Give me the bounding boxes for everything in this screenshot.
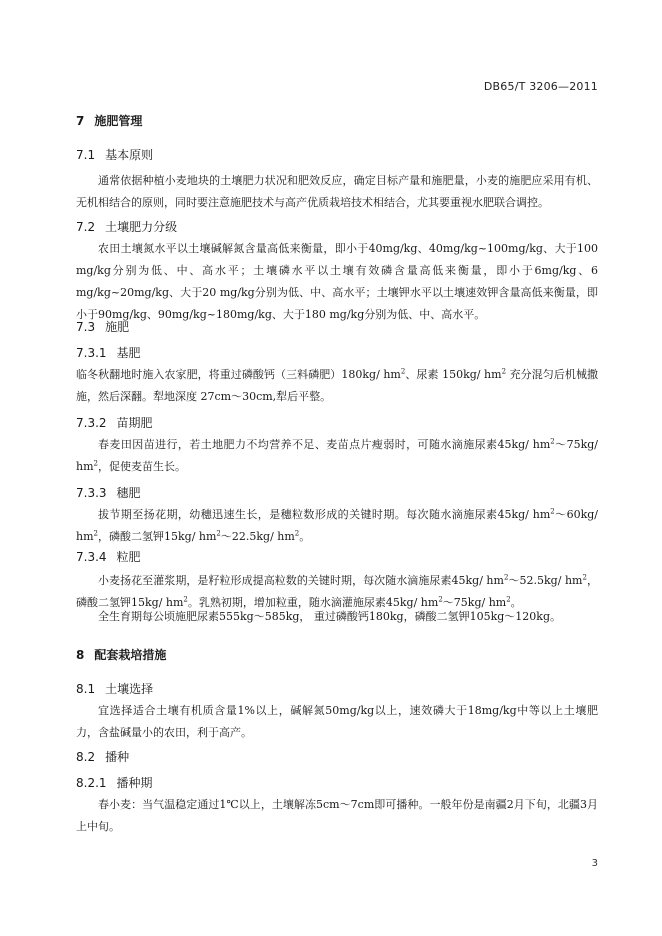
superscript: 2 [582,573,587,582]
section-number: 7.3.4 [76,550,107,564]
heading-section-8-1 [76,680,596,697]
section-title: 播种期 [116,776,153,790]
heading-section-7-3 [76,318,596,335]
section-number: 7.2 [76,220,96,234]
text-run: ～75kg/ hm [76,438,598,473]
superscript: 2 [501,367,507,376]
section-number: 7.1 [76,148,96,162]
text-run: 充分混匀后机械撒施，然后深翻。犁地深度 27cm～30cm,犁后平整。 [76,368,598,403]
text-run: ，磷酸二氢钾15kg/ hm [97,530,217,543]
text-run: 拔节期至扬花期，幼穗迅速生长，是穗粒数形成的关键时期。每次随水滴施尿素45kg/ hm [98,508,551,521]
page-number: 3 [591,858,598,869]
section-title: 基肥 [116,346,141,360]
superscript: 2 [400,367,406,376]
section-title: 播种 [105,750,130,764]
paragraph-7-1: 通常依据种植小麦地块的土壤肥力状况和肥效反应，确定目标产量和施肥量，小麦的施肥应采用有机、无机相结合的原则，同时要注意施肥技术与高产优质栽培技术相结合，尤其要重视水肥联合调控。 [76,174,598,209]
section-title: 施肥管理 [94,114,143,128]
section-number: 7.3 [76,320,96,334]
section-number: 7.3.3 [76,486,107,500]
section-number: 7.3.1 [76,346,107,360]
heading-section-7-1 [76,146,596,163]
superscript: 2 [93,529,98,538]
heading-section-7 [76,112,596,129]
text-run: ～75kg/ hm [442,596,507,609]
standard-code: DB65/T 3206—2011 [483,80,598,93]
paragraph-8-1: 宜选择适合土壤有机质含量1%以上，碱解氮50mg/kg以上，速效磷大于18mg/kg中等以上土壤肥力，含盐碱量小的农田，利于高产。 [76,704,598,739]
superscript: 2 [503,573,509,582]
heading-section-7-3-4 [76,548,596,565]
section-number: 7.3.2 [76,416,107,430]
section-title: 施肥 [105,320,130,334]
paragraph-7-3-2 [76,434,598,478]
heading-section-7-3-3 [76,484,596,501]
heading-section-8 [76,646,596,663]
heading-section-8-2-1 [76,774,596,791]
paragraph-7-2: 农田土壤氮水平以土壤碱解氮含量高低来衡量，即小于40mg/kg、40mg/kg~100mg/kg、大于100 mg/kg分别为低、中、高水平；土壤磷水平以土壤有效磷含量高低来衡量，即小于6mg/kg、6 mg/kg~20mg/kg、大于20 mg/kg分别为低、中、高水平；土壤钾水平以土壤速效钾含量高低来衡量，即小于90mg/kg、90mg/kg~180mg/kg、大于180 mg/kg分别为低、中、高水平。 [76,242,598,321]
section-number: 8.1 [76,682,96,696]
superscript: 2 [183,595,188,604]
text-run: ～22.5kg/ hm [220,530,295,543]
section-title: 苗期肥 [116,416,153,430]
section-title: 土壤肥力分级 [105,220,178,234]
text-run: ～60kg/ hm [76,508,598,543]
section-number: 8.2.1 [76,776,107,790]
superscript: 2 [93,459,98,468]
section-title: 配套栽培措施 [94,648,167,662]
section-title: 基本原则 [105,148,154,162]
text-run: 临冬秋翻地时施入农家肥，将重过磷酸钙（三料磷肥）180kg/ hm [76,368,401,381]
section-title: 穗肥 [116,486,141,500]
section-number: 7 [76,114,85,128]
text-run: ，促使麦苗生长。 [97,460,186,473]
section-number: 8 [76,648,85,662]
section-title: 土壤选择 [105,682,154,696]
section-title: 粒肥 [116,550,141,564]
text-run: 。乳熟初期，增加粒重，随水滴灌施尿素45kg/ hm [187,596,439,609]
superscript: 2 [550,437,555,446]
text-run: 、尿素 150kg/ hm [405,368,502,381]
paragraph-7-3-1 [76,364,598,408]
superscript: 2 [506,595,511,604]
superscript: 2 [550,507,555,516]
superscript: 2 [216,529,221,538]
paragraph-8-2-1: 春小麦：当气温稳定通过1℃以上，土壤解冻5cm～7cm即可播种。一般年份是南疆2月下旬，北疆3月上中旬。 [76,798,598,833]
text-run: 小麦扬花至灌浆期，是籽粒形成提高粒数的关键时期，每次随水滴施尿素45kg/ hm [98,574,504,587]
text-run: 春麦田因苗进行，若土地肥力不均营养不足、麦苗点片瘦弱时，可随水滴施尿素45kg/ hm [98,438,551,451]
heading-section-7-2 [76,218,596,235]
section-number: 8.2 [76,750,96,764]
paragraph-7-3-4-total: 全生育期每公顷施肥尿素555kg～585kg， 重过磷酸钙180kg，磷酸二氢钾105kg～120kg。 [98,610,562,623]
superscript: 2 [294,529,300,538]
text-run: ，磷酸二氢钾15kg/ hm [76,574,598,609]
text-run: 。 [510,596,522,609]
heading-section-7-3-1 [76,344,596,361]
heading-section-8-2 [76,748,596,765]
text-run: ～52.5kg/ hm [508,574,583,587]
paragraph-7-3-3 [76,504,598,548]
text-run: 。 [299,530,311,543]
superscript: 2 [438,595,443,604]
heading-section-7-3-2 [76,414,596,431]
